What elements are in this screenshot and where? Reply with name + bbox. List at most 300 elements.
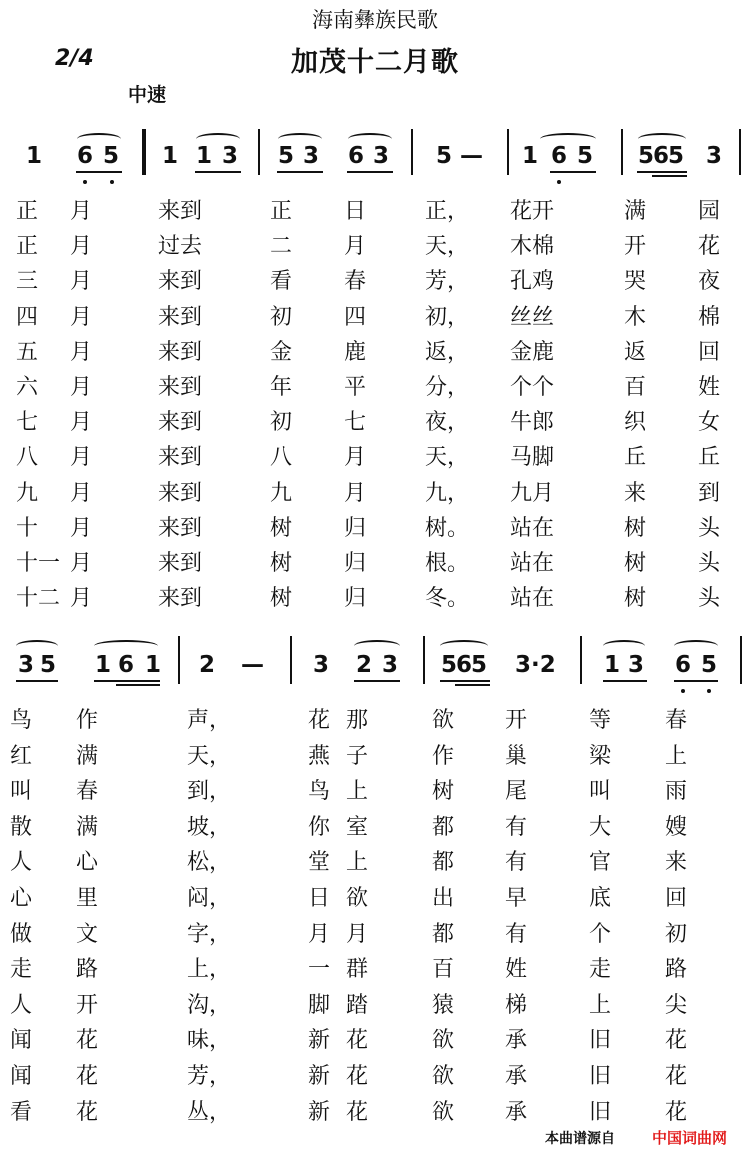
bar-line	[411, 129, 413, 175]
lyric-syllable: 声，	[187, 708, 232, 733]
slur-mark	[540, 133, 596, 145]
lyric-syllable: 个	[589, 921, 612, 947]
lyric-syllable: 鸟	[10, 708, 33, 733]
lyric-syllable: 鹿	[344, 339, 367, 365]
lyric-syllable: 来到	[158, 199, 203, 224]
lyric-syllable: 承	[505, 1028, 528, 1054]
beam-line	[116, 684, 160, 686]
lyric-syllable: 月	[70, 551, 93, 576]
lyric-syllable: 来到	[158, 515, 203, 541]
note: 6	[551, 143, 568, 169]
lyric-syllable: 根。	[425, 551, 470, 576]
lyric-syllable: 旧	[589, 1099, 612, 1125]
lyric-syllable: 新	[308, 1064, 331, 1089]
lyric-syllable: 夜	[698, 269, 721, 295]
lyric-syllable: 三	[16, 269, 39, 295]
slur-mark	[440, 640, 488, 652]
slur-mark	[77, 133, 121, 145]
lyric-syllable: 都	[432, 814, 455, 840]
beam-line	[674, 680, 718, 682]
lyric-syllable: 里	[76, 886, 99, 911]
note: 6	[348, 143, 365, 169]
lyric-syllable: 头	[698, 586, 721, 612]
note: 1	[522, 143, 539, 169]
beam-line	[195, 171, 241, 173]
bar-line	[178, 636, 180, 684]
lyric-syllable: 雨	[665, 779, 688, 805]
lyric-syllable: 园	[698, 199, 721, 224]
lyric-syllable: 来	[624, 480, 647, 506]
octave-dot	[557, 180, 561, 184]
lyric-syllable: 梯	[505, 992, 528, 1018]
site-watermark[interactable]: 中国词曲网	[652, 1129, 728, 1147]
lyric-syllable: 到	[698, 480, 721, 506]
slur-mark	[278, 133, 322, 145]
lyric-syllable: 姓	[505, 957, 528, 983]
lyric-syllable: 月	[346, 921, 369, 947]
lyric-line	[0, 774, 750, 809]
bar-line	[423, 636, 425, 684]
bar-line	[580, 636, 582, 684]
lyric-syllable: 树。	[425, 515, 470, 541]
lyric-syllable: 花	[346, 1028, 369, 1054]
lyric-syllable: 五	[16, 339, 39, 365]
lyric-syllable: 来到	[158, 480, 203, 506]
time-signature: 2/4	[55, 46, 94, 71]
beam-line	[354, 680, 400, 682]
beam-line	[440, 680, 490, 682]
lyric-syllable: 月	[344, 234, 367, 260]
lyric-line	[0, 335, 750, 370]
lyric-syllable: 十二	[16, 586, 61, 612]
bar-line	[740, 636, 742, 684]
lyric-line	[0, 229, 750, 264]
lyric-line	[0, 881, 750, 916]
lyric-syllable: 到，	[187, 779, 232, 805]
lyric-syllable: 归	[344, 515, 367, 541]
lyric-syllable: 子	[346, 743, 369, 769]
note: 1	[95, 652, 112, 678]
lyric-syllable: 正，	[425, 199, 470, 224]
lyric-syllable: 心	[76, 850, 99, 876]
note: 5	[577, 143, 594, 169]
slur-mark	[16, 640, 58, 652]
lyric-line	[0, 511, 750, 546]
lyric-syllable: 猿	[432, 992, 455, 1018]
lyric-syllable: 人	[10, 992, 33, 1018]
lyric-syllable: 有	[505, 850, 528, 876]
lyric-syllable: 花	[76, 1028, 99, 1054]
slur-mark	[638, 133, 686, 145]
lyric-syllable: 九，	[425, 480, 470, 506]
lyric-syllable: 欲	[432, 1028, 455, 1054]
lyric-syllable: 百	[624, 375, 647, 400]
note: 3	[18, 652, 35, 678]
lyric-syllable: 返	[624, 339, 647, 365]
lyric-syllable: 路	[76, 957, 99, 983]
lyric-line	[0, 739, 750, 774]
lyric-syllable: 有	[505, 814, 528, 840]
lyric-line	[0, 194, 750, 229]
slur-mark	[196, 133, 240, 145]
lyric-syllable: 金	[270, 339, 293, 365]
lyric-syllable: 走	[589, 957, 612, 983]
lyric-syllable: 丛，	[187, 1099, 232, 1125]
lyric-syllable: 看	[270, 269, 293, 295]
lyric-syllable: 九月	[510, 480, 555, 506]
lyric-syllable: 心	[10, 886, 33, 911]
beam-line	[455, 684, 490, 686]
bar-line	[258, 129, 260, 175]
lyric-syllable: 一	[308, 957, 331, 983]
source-label: 本曲谱源自	[545, 1131, 615, 1147]
lyric-syllable: 满	[624, 199, 647, 224]
lyric-syllable: 九	[16, 480, 39, 506]
lyric-syllable: 返，	[425, 339, 470, 365]
lyric-syllable: 夜，	[425, 410, 470, 436]
lyric-syllable: 丘	[624, 445, 647, 471]
lyric-syllable: 都	[432, 921, 455, 947]
lyric-syllable: 花	[346, 1064, 369, 1089]
lyric-syllable: 花	[665, 1064, 688, 1089]
lyric-syllable: 叫	[10, 779, 33, 805]
lyric-syllable: 平	[344, 375, 367, 400]
note: 3	[313, 652, 330, 678]
lyric-syllable: 回	[665, 886, 688, 911]
lyric-syllable: 散	[10, 814, 33, 840]
lyric-syllable: 姓	[698, 375, 721, 400]
lyric-syllable: 上	[346, 779, 369, 805]
beam-line	[550, 171, 596, 173]
lyric-syllable: 孔鸡	[510, 269, 555, 295]
lyric-syllable: 年	[270, 375, 293, 400]
lyric-syllable: 都	[432, 850, 455, 876]
lyric-syllable: 作	[76, 708, 99, 733]
lyric-syllable: 月	[70, 269, 93, 295]
note: 5	[441, 652, 458, 678]
lyric-syllable: 初	[270, 410, 293, 436]
note: 5	[278, 143, 295, 169]
lyric-syllable: 底	[589, 886, 612, 911]
lyric-syllable: 闻	[10, 1028, 33, 1054]
slur-mark	[674, 640, 718, 652]
note: 1	[26, 143, 43, 169]
lyric-syllable: 来到	[158, 551, 203, 576]
lyric-syllable: 日	[308, 886, 331, 911]
lyric-line	[0, 845, 750, 880]
lyric-syllable: 群	[346, 957, 369, 983]
lyric-syllable: 欲	[432, 708, 455, 733]
lyric-syllable: 月	[70, 515, 93, 541]
lyric-syllable: 归	[344, 586, 367, 612]
lyric-syllable: 来到	[158, 410, 203, 436]
note: 6	[77, 143, 94, 169]
lyric-syllable: 味，	[187, 1028, 232, 1054]
lyric-syllable: 树	[624, 586, 647, 612]
lyric-syllable: 芳，	[187, 1064, 232, 1089]
lyric-line	[0, 440, 750, 475]
lyric-syllable: 官	[589, 850, 612, 876]
lyric-line	[0, 917, 750, 952]
tempo-marking: 中速	[128, 84, 167, 106]
slur-mark	[354, 640, 400, 652]
lyric-syllable: 回	[698, 339, 721, 365]
lyric-syllable: 鸟	[308, 779, 331, 805]
beam-line	[16, 680, 58, 682]
lyric-syllable: 七	[344, 410, 367, 436]
lyric-syllable: 开	[505, 708, 528, 733]
bar-line	[739, 129, 741, 175]
note: 3	[373, 143, 390, 169]
lyric-syllable: 日	[344, 199, 367, 224]
lyric-syllable: 春	[76, 779, 99, 805]
lyric-syllable: 月	[70, 410, 93, 436]
lyric-syllable: 旧	[589, 1064, 612, 1089]
lyric-syllable: 四	[16, 304, 39, 330]
lyric-syllable: 九	[270, 480, 293, 506]
lyric-syllable: 文	[76, 921, 99, 947]
notation-line-2	[0, 632, 750, 702]
lyric-syllable: 八	[16, 445, 39, 471]
note: 1	[162, 143, 179, 169]
beam-line	[603, 680, 647, 682]
note: 3·2	[515, 652, 556, 678]
lyric-syllable: 月	[70, 586, 93, 612]
note: 3	[706, 143, 723, 169]
lyric-syllable: 新	[308, 1099, 331, 1125]
lyric-line	[0, 264, 750, 299]
lyric-syllable: 站在	[510, 515, 555, 541]
lyric-syllable: 尾	[505, 779, 528, 805]
lyric-syllable: 上	[589, 992, 612, 1018]
lyric-syllable: 花	[346, 1099, 369, 1125]
lyric-syllable: 来到	[158, 304, 203, 330]
bar-line	[290, 636, 292, 684]
lyric-syllable: 初	[665, 921, 688, 947]
lyric-syllable: 来到	[158, 339, 203, 365]
dash: —	[241, 652, 264, 678]
lyric-syllable: 月	[70, 339, 93, 365]
lyric-syllable: 花	[665, 1099, 688, 1125]
lyric-line	[0, 370, 750, 405]
lyric-syllable: 承	[505, 1099, 528, 1125]
lyric-syllable: 那	[346, 708, 369, 733]
note: 5	[638, 143, 655, 169]
lyric-syllable: 归	[344, 551, 367, 576]
lyric-syllable: 分，	[425, 375, 470, 400]
lyric-syllable: 人	[10, 850, 33, 876]
lyric-line	[0, 546, 750, 581]
lyric-syllable: 欲	[432, 1064, 455, 1089]
lyric-syllable: 月	[70, 199, 93, 224]
lyric-syllable: 木	[624, 304, 647, 330]
lyric-syllable: 月	[344, 445, 367, 471]
lyric-line	[0, 952, 750, 987]
lyric-line	[0, 703, 750, 738]
lyric-syllable: 树	[624, 515, 647, 541]
lyric-syllable: 踏	[346, 992, 369, 1018]
slur-mark	[603, 640, 645, 652]
bar-line	[621, 129, 623, 175]
lyric-syllable: 室	[346, 814, 369, 840]
note: 5	[436, 143, 453, 169]
lyric-syllable: 字，	[187, 921, 232, 947]
note: 5	[40, 652, 57, 678]
note: 1	[145, 652, 162, 678]
lyric-syllable: 个个	[510, 375, 555, 400]
lyric-syllable: 梁	[589, 743, 612, 769]
lyric-syllable: 月	[70, 480, 93, 506]
lyric-syllable: 作	[432, 743, 455, 769]
lyric-syllable: 堂	[308, 850, 331, 876]
lyric-syllable: 承	[505, 1064, 528, 1089]
lyric-line	[0, 988, 750, 1023]
lyric-syllable: 来到	[158, 586, 203, 612]
lyric-syllable: 红	[10, 743, 33, 769]
lyric-syllable: 旧	[589, 1028, 612, 1054]
lyric-syllable: 初，	[425, 304, 470, 330]
lyric-syllable: 冬。	[425, 586, 470, 612]
slur-mark	[348, 133, 392, 145]
lyric-syllable: 嫂	[665, 814, 688, 840]
beam-line	[347, 171, 393, 173]
lyric-syllable: 走	[10, 957, 33, 983]
lyric-syllable: 出	[432, 886, 455, 911]
lyric-syllable: 闷，	[187, 886, 232, 911]
lyric-syllable: 十一	[16, 551, 61, 576]
lyric-syllable: 女	[698, 410, 721, 436]
note: 6	[653, 143, 670, 169]
lyric-syllable: 树	[270, 586, 293, 612]
lyric-syllable: 天，	[425, 445, 470, 471]
lyric-syllable: 马脚	[510, 445, 555, 471]
lyric-syllable: 看	[10, 1099, 33, 1125]
note: 6	[456, 652, 473, 678]
lyric-syllable: 百	[432, 957, 455, 983]
note: 2	[199, 652, 216, 678]
lyric-syllable: 正	[16, 199, 39, 224]
lyric-syllable: 过去	[158, 234, 203, 260]
lyric-syllable: 花	[698, 234, 721, 260]
lyric-line	[0, 300, 750, 335]
lyric-syllable: 木棉	[510, 234, 555, 260]
lyric-syllable: 等	[589, 708, 612, 733]
lyric-syllable: 月	[70, 234, 93, 260]
lyric-syllable: 春	[344, 269, 367, 295]
lyric-syllable: 春	[665, 708, 688, 733]
lyric-line	[0, 405, 750, 440]
lyric-syllable: 开	[624, 234, 647, 260]
lyric-syllable: 月	[70, 375, 93, 400]
lyric-syllable: 八	[270, 445, 293, 471]
lyric-syllable: 树	[432, 779, 455, 805]
beam-line	[277, 171, 323, 173]
lyric-syllable: 芳，	[425, 269, 470, 295]
lyric-syllable: 初	[270, 304, 293, 330]
song-origin: 海南彝族民歌	[312, 8, 438, 32]
lyric-syllable: 织	[624, 410, 647, 436]
lyric-syllable: 哭	[624, 269, 647, 295]
slur-mark	[94, 640, 158, 652]
note: 6	[675, 652, 692, 678]
lyric-syllable: 上	[665, 743, 688, 769]
note: 1	[604, 652, 621, 678]
beam-line	[637, 171, 687, 173]
lyric-line	[0, 476, 750, 511]
lyric-syllable: 树	[270, 515, 293, 541]
lyric-syllable: 欲	[346, 886, 369, 911]
lyric-syllable: 十	[16, 515, 39, 541]
lyric-syllable: 闻	[10, 1064, 33, 1089]
lyric-syllable: 月	[308, 921, 331, 947]
lyric-syllable: 做	[10, 921, 33, 947]
lyric-syllable: 花	[76, 1064, 99, 1089]
note: 2	[356, 652, 373, 678]
lyric-syllable: 六	[16, 375, 39, 400]
lyric-syllable: 牛郎	[510, 410, 555, 436]
lyric-syllable: 花	[308, 708, 331, 733]
lyric-syllable: 上	[346, 850, 369, 876]
lyric-syllable: 二	[270, 234, 293, 260]
octave-dot	[707, 689, 711, 693]
lyric-syllable: 欲	[432, 1099, 455, 1125]
lyric-syllable: 头	[698, 515, 721, 541]
lyric-syllable: 月	[344, 480, 367, 506]
lyric-syllable: 花开	[510, 199, 555, 224]
lyric-line	[0, 1023, 750, 1058]
lyric-syllable: 脚	[308, 992, 331, 1018]
bar-line	[507, 129, 509, 175]
lyric-syllable: 坡，	[187, 814, 232, 840]
lyric-syllable: 大	[589, 814, 612, 840]
note: 5	[103, 143, 120, 169]
lyric-syllable: 上，	[187, 957, 232, 983]
lyric-syllable: 头	[698, 551, 721, 576]
lyric-syllable: 棉	[698, 304, 721, 330]
lyric-syllable: 金鹿	[510, 339, 555, 365]
lyric-syllable: 你	[308, 814, 331, 840]
beam-line	[652, 175, 687, 177]
beam-line	[76, 171, 122, 173]
lyric-syllable: 来到	[158, 445, 203, 471]
lyric-syllable: 开	[76, 992, 99, 1018]
octave-dot	[110, 180, 114, 184]
notation-line-1	[0, 125, 750, 195]
lyric-syllable: 丝丝	[510, 304, 555, 330]
lyric-syllable: 巢	[505, 743, 528, 769]
lyric-syllable: 叫	[589, 779, 612, 805]
lyric-syllable: 树	[624, 551, 647, 576]
lyric-syllable: 满	[76, 743, 99, 769]
lyric-syllable: 沟，	[187, 992, 232, 1018]
bar-line	[142, 129, 146, 175]
lyric-line	[0, 581, 750, 616]
lyric-syllable: 正	[16, 234, 39, 260]
lyric-syllable: 尖	[665, 992, 688, 1018]
lyric-syllable: 天，	[187, 743, 232, 769]
dash: —	[460, 143, 483, 169]
lyric-syllable: 树	[270, 551, 293, 576]
lyric-syllable: 早	[505, 886, 528, 911]
beam-line	[94, 680, 160, 682]
lyric-syllable: 来到	[158, 375, 203, 400]
lyric-syllable: 新	[308, 1028, 331, 1054]
lyric-syllable: 路	[665, 957, 688, 983]
lyric-line	[0, 1095, 750, 1130]
lyric-syllable: 正	[270, 199, 293, 224]
note: 5	[471, 652, 488, 678]
lyric-syllable: 有	[505, 921, 528, 947]
